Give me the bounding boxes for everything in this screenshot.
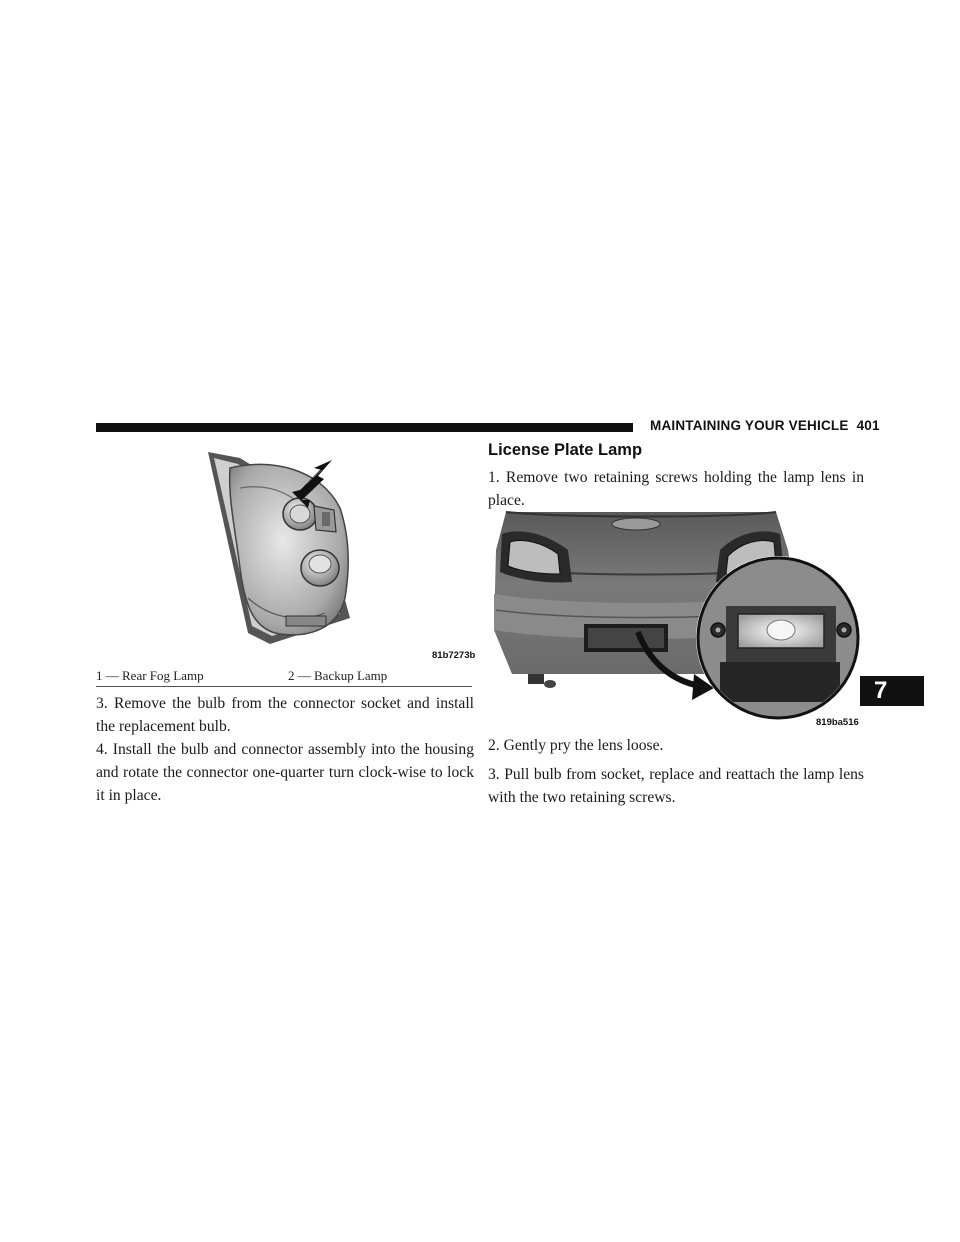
running-header — [650, 418, 880, 433]
page-number: 401 — [856, 418, 880, 433]
caption-item-2: 2 — Backup Lamp — [288, 668, 388, 683]
figure-code-left: 81b7273b — [432, 650, 476, 661]
figure-caption — [96, 668, 472, 687]
step-1-right: 1. Remove two retaining screws holding the lamp lens in place. — [488, 469, 864, 509]
figure-code-right: 819ba516 — [816, 717, 859, 728]
step-2-right: 2. Gently pry the lens loose. — [488, 737, 664, 754]
header-section-title: MAINTAINING YOUR VEHICLE — [650, 418, 849, 433]
section-title: License Plate Lamp — [488, 441, 643, 459]
step-4-left: 4. Install the bulb and connector assembly into the housing and rotate the connector one-quarter turn clock-wise to lock it in place. — [96, 741, 474, 804]
step-3-right: 3. Pull bulb from socket, replace and reattach the lamp lens with the two retaining screws. — [488, 766, 864, 806]
license-lamp-illustration — [488, 510, 864, 728]
step-3-left: 3. Remove the bulb from the connector socket and install the replacement bulb. — [96, 695, 474, 735]
chapter-tab: 7 — [860, 676, 924, 706]
header-rule — [96, 423, 633, 432]
caption-item-1: 1 — Rear Fog Lamp — [96, 668, 204, 683]
lamp-housing-illustration — [200, 448, 480, 668]
